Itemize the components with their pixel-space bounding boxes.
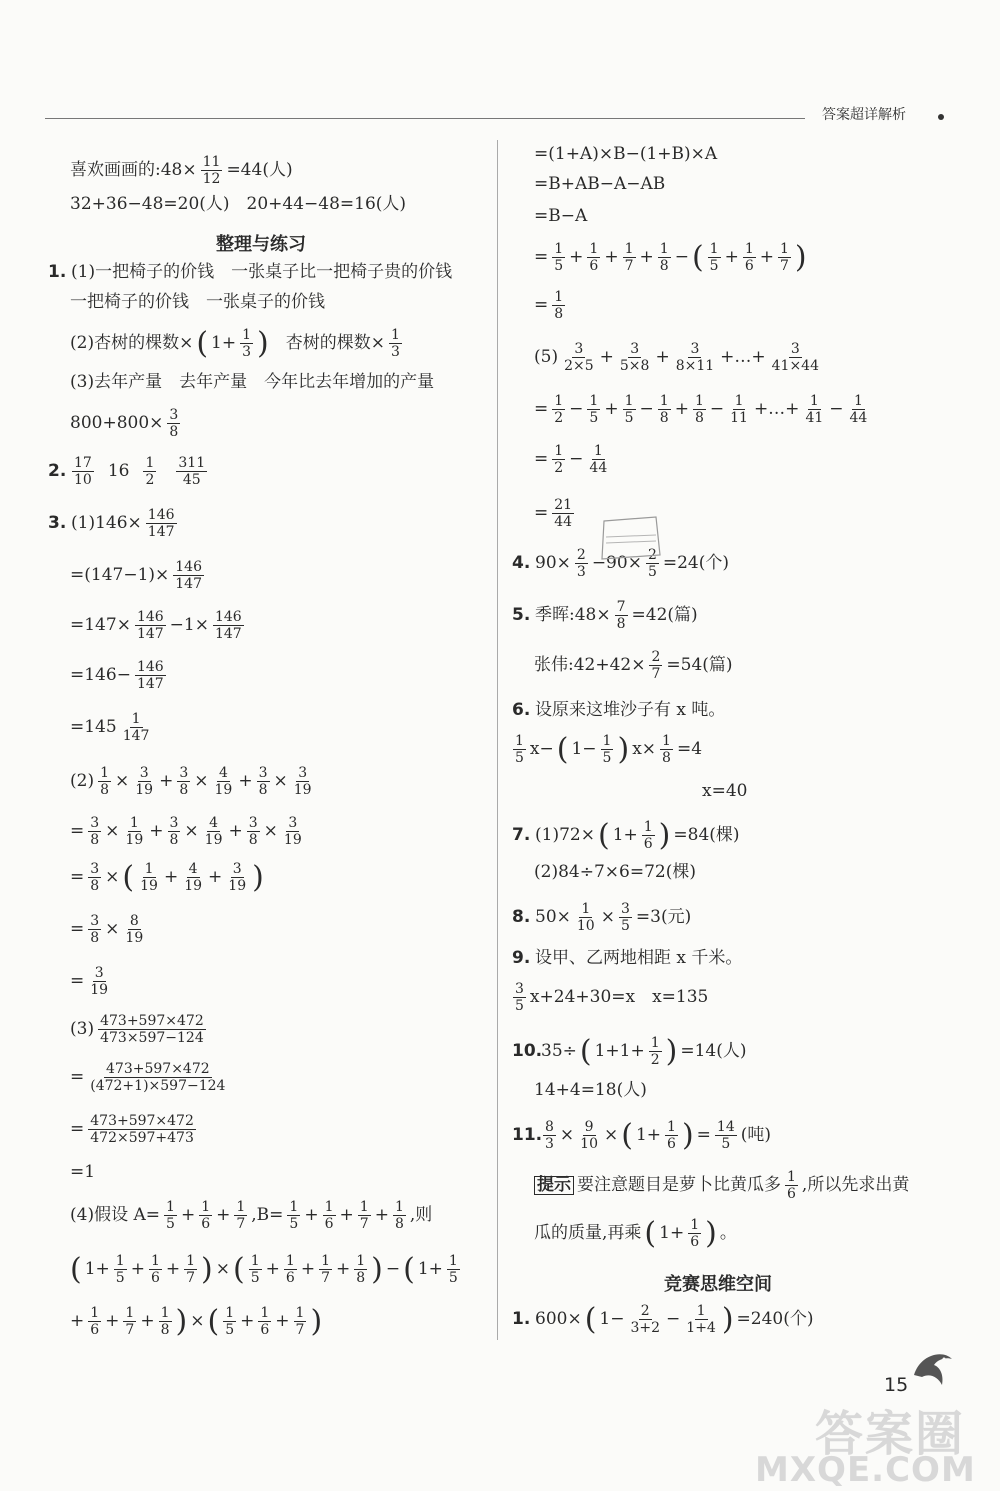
answer-line: x=40 bbox=[702, 781, 748, 801]
question-2-line: 2. $\frac{17}{10}$ 16 $\frac{1}{2}$ $\frac{311}{45}$ bbox=[48, 455, 206, 488]
answer-line: (3)去年产量 去年产量 今年比去年增加的产量 bbox=[70, 372, 435, 392]
question-10-line: 10. 35÷ ( 1+1+ $\frac{1}{2}$ ) =14(人) bbox=[512, 1033, 747, 1069]
fraction: $\frac{17}{10}$ bbox=[74, 455, 92, 488]
fraction: $\frac{2}{3+2}$ bbox=[630, 1303, 661, 1336]
fraction: $\frac{3}{8}$ bbox=[169, 815, 179, 848]
fraction: $\frac{1}{8}$ bbox=[659, 241, 669, 274]
fraction: $\frac{146}{147}$ bbox=[136, 659, 164, 692]
fraction: $\frac{1}{5}$ bbox=[289, 1199, 299, 1232]
question-7-line: 7. (1)72× ( 1+ $\frac{1}{6}$ ) =84(棵) bbox=[512, 817, 740, 853]
answer-line: =B−A bbox=[534, 206, 588, 226]
fraction: $\frac{146}{147}$ bbox=[214, 609, 242, 642]
fraction: $\frac{1}{2}$ bbox=[554, 393, 564, 426]
fraction: $\frac{3}{19}$ bbox=[293, 765, 312, 798]
watermark-url: MXQE.COM bbox=[755, 1450, 976, 1490]
question-1-line: 1. (1)一把椅子的价钱 一张桌子比一把椅子贵的价钱 bbox=[48, 262, 453, 282]
fraction: $\frac{1}{19}$ bbox=[140, 861, 158, 894]
fraction: $\frac{1}{8}$ bbox=[356, 1253, 366, 1286]
question-3-line: 3. (1)146× $\frac{146}{147}$ bbox=[48, 507, 175, 540]
hint-line: 提示 要注意题目是萝卜比黄瓜多 $\frac{1}{6}$ ,所以先求出黄 bbox=[512, 1170, 909, 1201]
fraction: $\frac{1}{2}$ bbox=[554, 443, 564, 476]
fraction: $\frac{1}{7}$ bbox=[624, 241, 634, 274]
answer-line: (2) $\frac{1}{8}$ × $\frac{3}{19}$ + $\frac{3}{8}$ × $\frac{4}{19}$ + $\frac{3}{8}$ × $\frac{3}{19}$ bbox=[70, 765, 312, 798]
answer-line: 32+36−48=20(人) 20+44−48=16(人) bbox=[70, 194, 407, 214]
fraction: $\frac{3}{19}$ bbox=[135, 765, 154, 798]
answer-line: =146− $\frac{146}{147}$ bbox=[70, 659, 164, 692]
fraction: $\frac{2}{5}$ bbox=[647, 547, 657, 580]
answer-line: = $\frac{21}{44}$ bbox=[534, 497, 573, 530]
fraction: $\frac{3}{8}$ bbox=[169, 407, 179, 440]
answer-line: =(1+A)×B−(1+B)×A bbox=[534, 144, 718, 164]
answer-line: (5) $\frac{3}{2\times 5}$ + $\frac{3}{5\times 8}$ + $\frac{3}{8\times 11}$ +…+ $\frac{3}{41\times 44}$ bbox=[534, 341, 819, 374]
fraction: $\frac{1}{5}$ bbox=[602, 733, 612, 766]
fraction: $\frac{1}{8}$ bbox=[160, 1305, 170, 1338]
fraction: $\frac{146}{147}$ bbox=[136, 609, 164, 642]
fraction: $\frac{3}{19}$ bbox=[283, 815, 302, 848]
fraction: $\frac{4}{19}$ bbox=[204, 815, 223, 848]
fraction: $\frac{1}{5}$ bbox=[250, 1253, 260, 1286]
fraction: $\frac{1}{19}$ bbox=[125, 815, 144, 848]
dolphin-logo bbox=[908, 1345, 958, 1395]
question-8-line: 8. 50× $\frac{1}{10}$ × $\frac{3}{5}$ =3(元) bbox=[512, 901, 692, 934]
answer-line: = $\frac{3}{19}$ bbox=[70, 965, 109, 998]
fraction: $\frac{3}{8}$ bbox=[179, 765, 189, 798]
fraction: $\frac{1}{1+4}$ bbox=[686, 1303, 716, 1336]
answer-line: = $\frac{1}{2}$ − $\frac{1}{44}$ bbox=[534, 443, 608, 476]
fraction: $\frac{3}{8\times 11}$ bbox=[675, 341, 715, 374]
hint-tag: 提示 bbox=[534, 1176, 574, 1195]
fraction: $\frac{1}{10}$ bbox=[576, 901, 595, 934]
fraction: $\frac{1}{6}$ bbox=[150, 1253, 160, 1286]
column-divider bbox=[497, 140, 498, 1340]
answer-line: = $\frac{3}{8}$ × ( $\frac{1}{19}$ + $\frac{4}{19}$ + $\frac{3}{19}$ ) bbox=[70, 859, 264, 895]
answer-line: 800+800× $\frac{3}{8}$ bbox=[70, 407, 179, 440]
question-6-line: 6. 设原来这堆沙子有 x 吨。 bbox=[512, 700, 726, 720]
fraction: $\frac{1}{2}$ bbox=[650, 1035, 660, 1068]
answer-line: ( 1+ $\frac{1}{5}$ + $\frac{1}{6}$ + $\frac{1}{7}$ ) × ( $\frac{1}{5}$ + $\frac{1}{6}$ + $\frac{1}{7}$ + $\frac{1}{8}$ ) − ( 1+ $\frac{1}{5}$ bbox=[70, 1251, 458, 1287]
answer-line: 一把椅子的价钱 一张桌子的价钱 bbox=[70, 292, 325, 312]
fraction: $\frac{11}{12}$ bbox=[202, 154, 221, 187]
fraction: $\frac{146}{147}$ bbox=[175, 559, 202, 592]
fraction: $\frac{2}{7}$ bbox=[651, 649, 661, 682]
answer-line: = $\frac{1}{2}$ − $\frac{1}{5}$ + $\frac{1}{5}$ − $\frac{1}{8}$ + $\frac{1}{8}$ − $\frac{1}{11}$ +…+ $\frac{1}{41}$ − $\frac{1}{44}$ bbox=[534, 393, 868, 426]
fraction: $\frac{8}{3}$ bbox=[545, 1119, 554, 1152]
fraction: $\frac{1}{7}$ bbox=[125, 1305, 135, 1338]
fraction: $\frac{1}{5}$ bbox=[448, 1253, 458, 1286]
fraction: $\frac{1}{7}$ bbox=[236, 1199, 246, 1232]
fraction: $\frac{3}{8}$ bbox=[258, 765, 268, 798]
section-title: 整理与练习 bbox=[216, 234, 306, 255]
answer-line: =(147−1)× $\frac{146}{147}$ bbox=[70, 559, 202, 592]
watermark-logo: 答案圈 bbox=[815, 1406, 966, 1462]
fraction: $\frac{1}{8}$ bbox=[554, 289, 564, 322]
fraction: $\frac{1}{5}$ bbox=[225, 1305, 235, 1338]
fraction: $\frac{1}{41}$ bbox=[805, 393, 824, 426]
answer-line: (2)84÷7×6=72(棵) bbox=[534, 862, 696, 882]
fraction: $\frac{1}{5}$ bbox=[624, 393, 634, 426]
fraction: $\frac{1}{6}$ bbox=[787, 1169, 796, 1202]
fraction: $\frac{1}{8}$ bbox=[662, 733, 671, 766]
answer-line: 喜欢画画的:48× $\frac{11}{12}$ =44(人) bbox=[70, 154, 293, 187]
answer-line: =145 $\frac{1}{147}$ bbox=[70, 711, 150, 744]
fraction: $\frac{1}{3}$ bbox=[242, 327, 252, 360]
fraction: $\frac{3}{41\times 44}$ bbox=[771, 341, 819, 374]
answer-line: =147× $\frac{146}{147}$ −1× $\frac{146}{147}$ bbox=[70, 609, 242, 642]
fraction: $\frac{1}{44}$ bbox=[589, 443, 608, 476]
answer-line: = $\frac{1}{5}$ + $\frac{1}{6}$ + $\frac{1}{7}$ + $\frac{1}{8}$ − ( $\frac{1}{5}$ + $\frac{1}{6}$ + $\frac{1}{7}$ ) bbox=[534, 239, 807, 275]
fraction: $\frac{1}{8}$ bbox=[694, 393, 704, 426]
answer-line: = $\frac{473+597\times 472}{472\times 597+473}$ bbox=[70, 1113, 194, 1146]
header-rule bbox=[45, 118, 805, 119]
answer-line: $\frac{1}{5}$ x− ( 1− $\frac{1}{5}$ ) x× $\frac{1}{8}$ =4 bbox=[515, 731, 703, 767]
fraction: $\frac{7}{8}$ bbox=[616, 599, 626, 632]
fraction: $\frac{1}{5}$ bbox=[589, 393, 599, 426]
fraction: $\frac{1}{6}$ bbox=[589, 241, 599, 274]
fraction: $\frac{3}{2\times 5}$ bbox=[564, 341, 594, 374]
question-9-line: 9. 设甲、乙两地相距 x 千米。 bbox=[512, 948, 743, 968]
fraction: $\frac{3}{8}$ bbox=[90, 913, 100, 946]
fraction: $\frac{21}{44}$ bbox=[554, 497, 573, 530]
section-title: 竞赛思维空间 bbox=[664, 1274, 772, 1295]
hint-line: 瓜的质量,再乘 ( 1+ $\frac{1}{6}$ ) 。 bbox=[534, 1215, 737, 1251]
fraction: $\frac{473+597\times 472}{472\times 597+473}$ bbox=[90, 1113, 194, 1146]
fraction: $\frac{3}{8}$ bbox=[90, 861, 100, 894]
answer-line: =1 bbox=[70, 1162, 96, 1182]
fraction: $\frac{1}{5}$ bbox=[515, 733, 524, 766]
fraction: $\frac{1}{7}$ bbox=[321, 1253, 330, 1286]
question-4-line: 4. 90× $\frac{2}{3}$ −90× $\frac{2}{5}$ =24(个) bbox=[512, 547, 729, 580]
answer-line: = $\frac{473+597\times 472}{(472+1)\times 597-124}$ bbox=[70, 1061, 226, 1094]
answer-line: 14+4=18(人) bbox=[534, 1080, 647, 1100]
fraction: $\frac{473+597\times 472}{473\times 597-124}$ bbox=[100, 1013, 204, 1046]
fraction: $\frac{1}{44}$ bbox=[849, 393, 868, 426]
fraction: $\frac{1}{6}$ bbox=[90, 1305, 100, 1338]
header-title: 答案超详解析 bbox=[822, 107, 906, 123]
fraction: $\frac{1}{6}$ bbox=[744, 241, 754, 274]
fraction: $\frac{1}{5}$ bbox=[554, 241, 564, 274]
competition-question-1-line: 1. 600× ( 1− $\frac{2}{3+2}$ − $\frac{1}{1+4}$ ) =240(个) bbox=[512, 1301, 814, 1337]
answer-line: = $\frac{1}{8}$ bbox=[534, 289, 564, 322]
fraction: $\frac{1}{6}$ bbox=[201, 1199, 211, 1232]
fraction: $\frac{3}{8}$ bbox=[248, 815, 258, 848]
fraction: $\frac{1}{6}$ bbox=[667, 1119, 676, 1152]
fraction: $\frac{1}{6}$ bbox=[324, 1199, 334, 1232]
answer-line: = $\frac{3}{8}$ × $\frac{1}{19}$ + $\frac{3}{8}$ × $\frac{4}{19}$ + $\frac{3}{8}$ × $\frac{3}{19}$ bbox=[70, 815, 302, 848]
fraction: $\frac{1}{7}$ bbox=[295, 1305, 305, 1338]
question-11-line: 11. $\frac{8}{3}$ × $\frac{9}{10}$ × ( 1+ $\frac{1}{6}$ ) = $\frac{14}{5}$ (吨) bbox=[512, 1117, 772, 1153]
fraction: $\frac{1}{147}$ bbox=[122, 711, 150, 744]
answer-line: (4)假设 A= $\frac{1}{5}$ + $\frac{1}{6}$ + $\frac{1}{7}$ ,B= $\frac{1}{5}$ + $\frac{1}{6}$ + $\frac{1}{7}$ + $\frac{1}{8}$ ,则 bbox=[70, 1199, 433, 1232]
fraction: $\frac{2}{3}$ bbox=[576, 547, 586, 580]
fraction: $\frac{473+597\times 472}{(472+1)\times 597-124}$ bbox=[90, 1061, 226, 1094]
header-bullet bbox=[938, 114, 944, 120]
answer-line: (3) $\frac{473+597\times 472}{473\times 597-124}$ bbox=[70, 1013, 204, 1046]
fraction: $\frac{1}{6}$ bbox=[690, 1217, 700, 1250]
fraction: $\frac{3}{5}$ bbox=[620, 901, 630, 934]
answer-line: $\frac{3}{5}$ x+24+30=x x=135 bbox=[515, 981, 709, 1014]
fraction: $\frac{1}{5}$ bbox=[166, 1199, 175, 1232]
fraction: $\frac{3}{8}$ bbox=[90, 815, 100, 848]
fraction: $\frac{1}{2}$ bbox=[145, 455, 155, 488]
fraction: $\frac{1}{5}$ bbox=[709, 241, 719, 274]
question-5-line: 5. 季晖:48× $\frac{7}{8}$ =42(篇) bbox=[512, 599, 698, 632]
fraction: $\frac{1}{8}$ bbox=[659, 393, 669, 426]
fraction: $\frac{1}{8}$ bbox=[394, 1199, 404, 1232]
fraction: $\frac{1}{7}$ bbox=[359, 1199, 369, 1232]
fraction: $\frac{3}{19}$ bbox=[228, 861, 247, 894]
fraction: $\frac{1}{7}$ bbox=[186, 1253, 196, 1286]
page-number: 15 bbox=[884, 1374, 909, 1396]
fraction: $\frac{3}{19}$ bbox=[90, 965, 109, 998]
fraction: $\frac{1}{6}$ bbox=[643, 819, 653, 852]
fraction: $\frac{146}{147}$ bbox=[147, 507, 175, 540]
fraction: $\frac{1}{7}$ bbox=[780, 241, 789, 274]
answer-line: (2)杏树的棵数× ( 1+ $\frac{1}{3}$ ) 杏树的棵数× $\frac{1}{3}$ bbox=[70, 325, 400, 361]
fraction: $\frac{3}{5}$ bbox=[515, 981, 524, 1014]
answer-line: = $\frac{3}{8}$ × $\frac{8}{19}$ bbox=[70, 913, 144, 946]
fraction: $\frac{311}{45}$ bbox=[178, 455, 206, 488]
fraction: $\frac{1}{6}$ bbox=[285, 1253, 295, 1286]
answer-line: + $\frac{1}{6}$ + $\frac{1}{7}$ + $\frac{1}{8}$ ) × ( $\frac{1}{5}$ + $\frac{1}{6}$ + $\frac{1}{7}$ ) bbox=[70, 1303, 323, 1339]
fraction: $\frac{3}{5\times 8}$ bbox=[619, 341, 650, 374]
answer-line: 张伟:42+42× $\frac{2}{7}$ =54(篇) bbox=[534, 649, 733, 682]
fraction: $\frac{1}{3}$ bbox=[391, 327, 400, 360]
answer-line: =B+AB−A−AB bbox=[534, 174, 666, 194]
fraction: $\frac{4}{19}$ bbox=[184, 861, 203, 894]
fraction: $\frac{9}{10}$ bbox=[580, 1119, 598, 1152]
stamp-logo bbox=[598, 515, 662, 561]
fraction: $\frac{1}{6}$ bbox=[260, 1305, 270, 1338]
fraction: $\frac{1}{5}$ bbox=[115, 1253, 125, 1286]
fraction: $\frac{8}{19}$ bbox=[125, 913, 144, 946]
fraction: $\frac{1}{11}$ bbox=[730, 393, 748, 426]
fraction: $\frac{1}{8}$ bbox=[100, 765, 110, 798]
fraction: $\frac{14}{5}$ bbox=[716, 1119, 735, 1152]
fraction: $\frac{4}{19}$ bbox=[214, 765, 233, 798]
